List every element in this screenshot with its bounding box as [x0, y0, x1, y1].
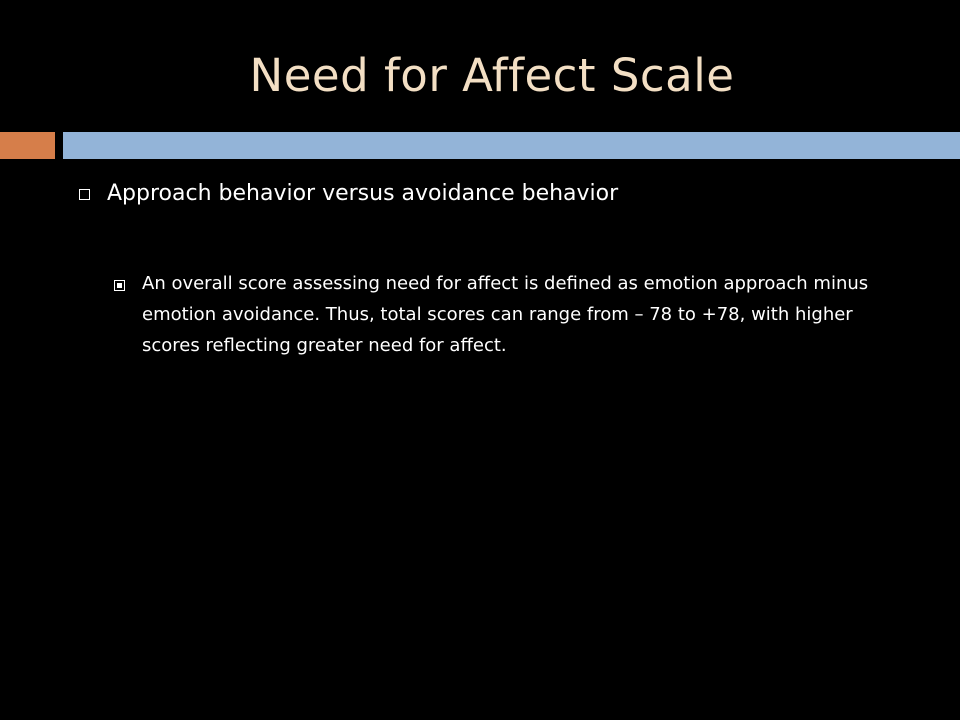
filled-square-bullet-icon — [114, 280, 125, 291]
title-rule-blue-segment — [63, 132, 960, 159]
bullet-text: Approach behavior versus avoidance behavior — [107, 181, 619, 206]
title-rule-orange-segment — [0, 132, 55, 159]
hollow-square-bullet-icon — [79, 189, 90, 200]
slide-title: Need for Affect Scale — [249, 49, 735, 102]
subbullet-text: An overall score assessing need for affect is defined as emotion approach minus emotion avoidance. Thus, total scores can range from – 78 to +78, with higher scores reflecting greater need for affect. — [142, 273, 869, 356]
filled-square-bullet-inner — [117, 283, 122, 288]
